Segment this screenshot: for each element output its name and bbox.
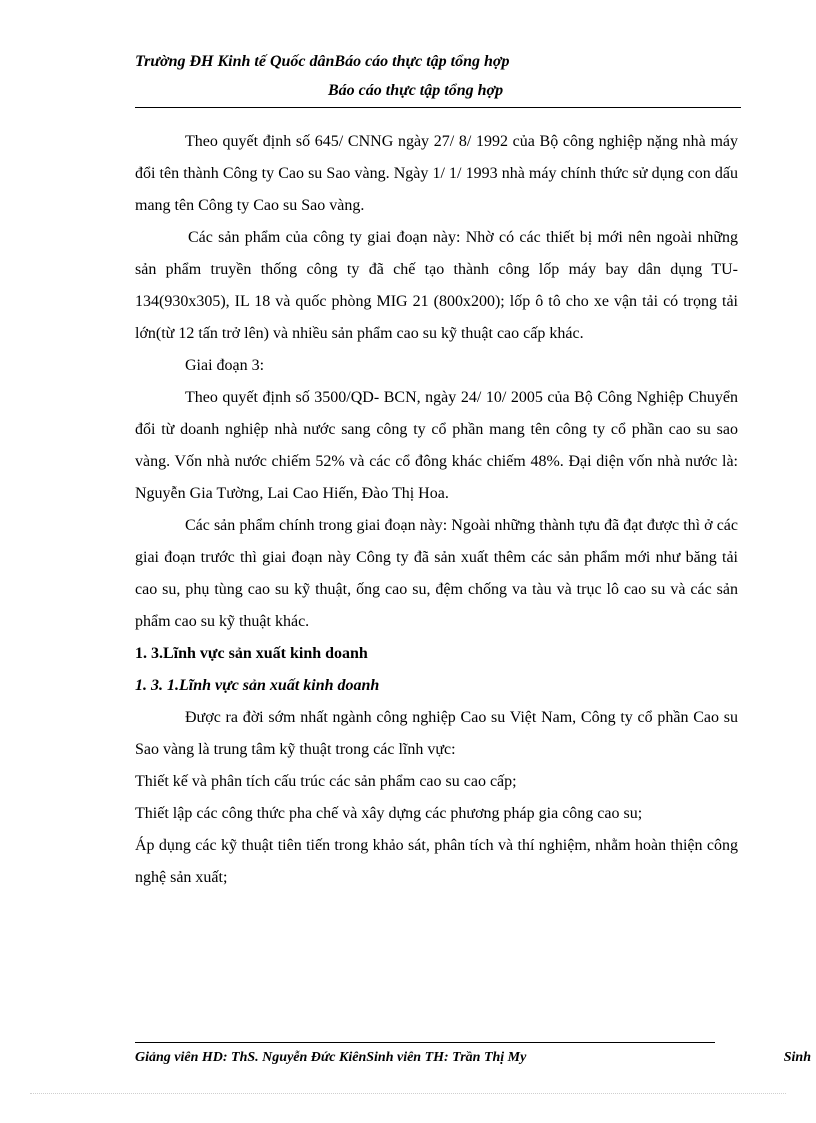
header-divider	[135, 107, 741, 108]
list-item-formulas: Thiết lập các công thức pha chế và xây dựng các phương pháp gia công cao su;	[135, 805, 643, 822]
list-item-techniques: Áp dụng các kỹ thuật tiên tiến trong khảo sát, phân tích và thí nghiệm, nhằm hoàn thiện công nghệ sản xuất;	[135, 837, 738, 886]
document-body	[135, 126, 738, 894]
subsection-heading: 1. 3. 1.Lĩnh vực sản xuất kinh doanh	[135, 677, 380, 694]
paragraph-products-stage2: Các sản phẩm của công ty giai đoạn này: Nhờ có các thiết bị mới nên ngoài những sản phẩm truyền thống công ty đã chế tạo thành công lốp máy bay dân dụng TU- 134(930x305), IL 18 và quốc phòng MIG 21 (800x200); lốp ô tô cho xe vận tải có trọng tải lớn(từ 12 tấn trở lên) và nhiều sản phẩm cao su kỹ thuật cao cấp khác.	[135, 229, 738, 342]
section-heading: 1. 3.Lĩnh vực sản xuất kinh doanh	[135, 645, 368, 662]
page-bottom-dotted-line	[30, 1093, 786, 1094]
paragraph-decision-645: Theo quyết định số 645/ CNNG ngày 27/ 8/ 1992 của Bộ công nghiệp nặng nhà máy đổi tên thành Công ty Cao su Sao vàng. Ngày 1/ 1/ 1993 nhà máy chính thức sử dụng con dấu mang tên Công ty Cao su Sao vàng.	[135, 133, 738, 214]
paragraph-stage3-label: Giai đoạn 3:	[185, 357, 265, 374]
footer-overflow-text: Sinh	[783, 1050, 811, 1065]
header-title-line2: Báo cáo thực tập tổng hợp	[328, 82, 504, 99]
paragraph-decision-3500: Theo quyết định số 3500/QD- BCN, ngày 24/ 10/ 2005 của Bộ Công Nghiệp Chuyển đổi từ doanh nghiệp nhà nước sang công ty cổ phần mang tên công ty cổ phần cao su sao vàng. Vốn nhà nước chiếm 52% và các cổ đông khác chiếm 48%. Đại diện vốn nhà nước là: Nguyễn Gia Tường, Lai Cao Hiến, Đào Thị Hoa.	[135, 389, 738, 502]
footer-supervisor-student: Giảng viên HD: ThS. Nguyễn Đức KiênSinh viên TH: Trần Thị My	[135, 1050, 527, 1065]
paragraph-products-stage3: Các sản phẩm chính trong giai đoạn này: Ngoài những thành tựu đã đạt được thì ở các giai đoạn trước thì giai đoạn này Công ty đã sản xuất thêm các sản phẩm mới như băng tải cao su, phụ tùng cao su kỹ thuật, ống cao su, đệm chống va tàu và trục lô cao su và các sản phẩm cao su kỹ thuật khác.	[135, 517, 738, 630]
paragraph-company-intro: Được ra đời sớm nhất ngành công nghiệp Cao su Việt Nam, Công ty cổ phần Cao su Sao vàng là trung tâm kỹ thuật trong các lĩnh vực:	[135, 709, 738, 758]
header-title-line1: Trường ĐH Kinh tế Quốc dânBáo cáo thực tập tổng hợp	[135, 53, 510, 70]
page-header	[135, 50, 741, 103]
footer-divider	[135, 1042, 715, 1043]
page-footer	[135, 1046, 811, 1070]
list-item-design: Thiết kế và phân tích cấu trúc các sản phẩm cao su cao cấp;	[135, 773, 517, 790]
